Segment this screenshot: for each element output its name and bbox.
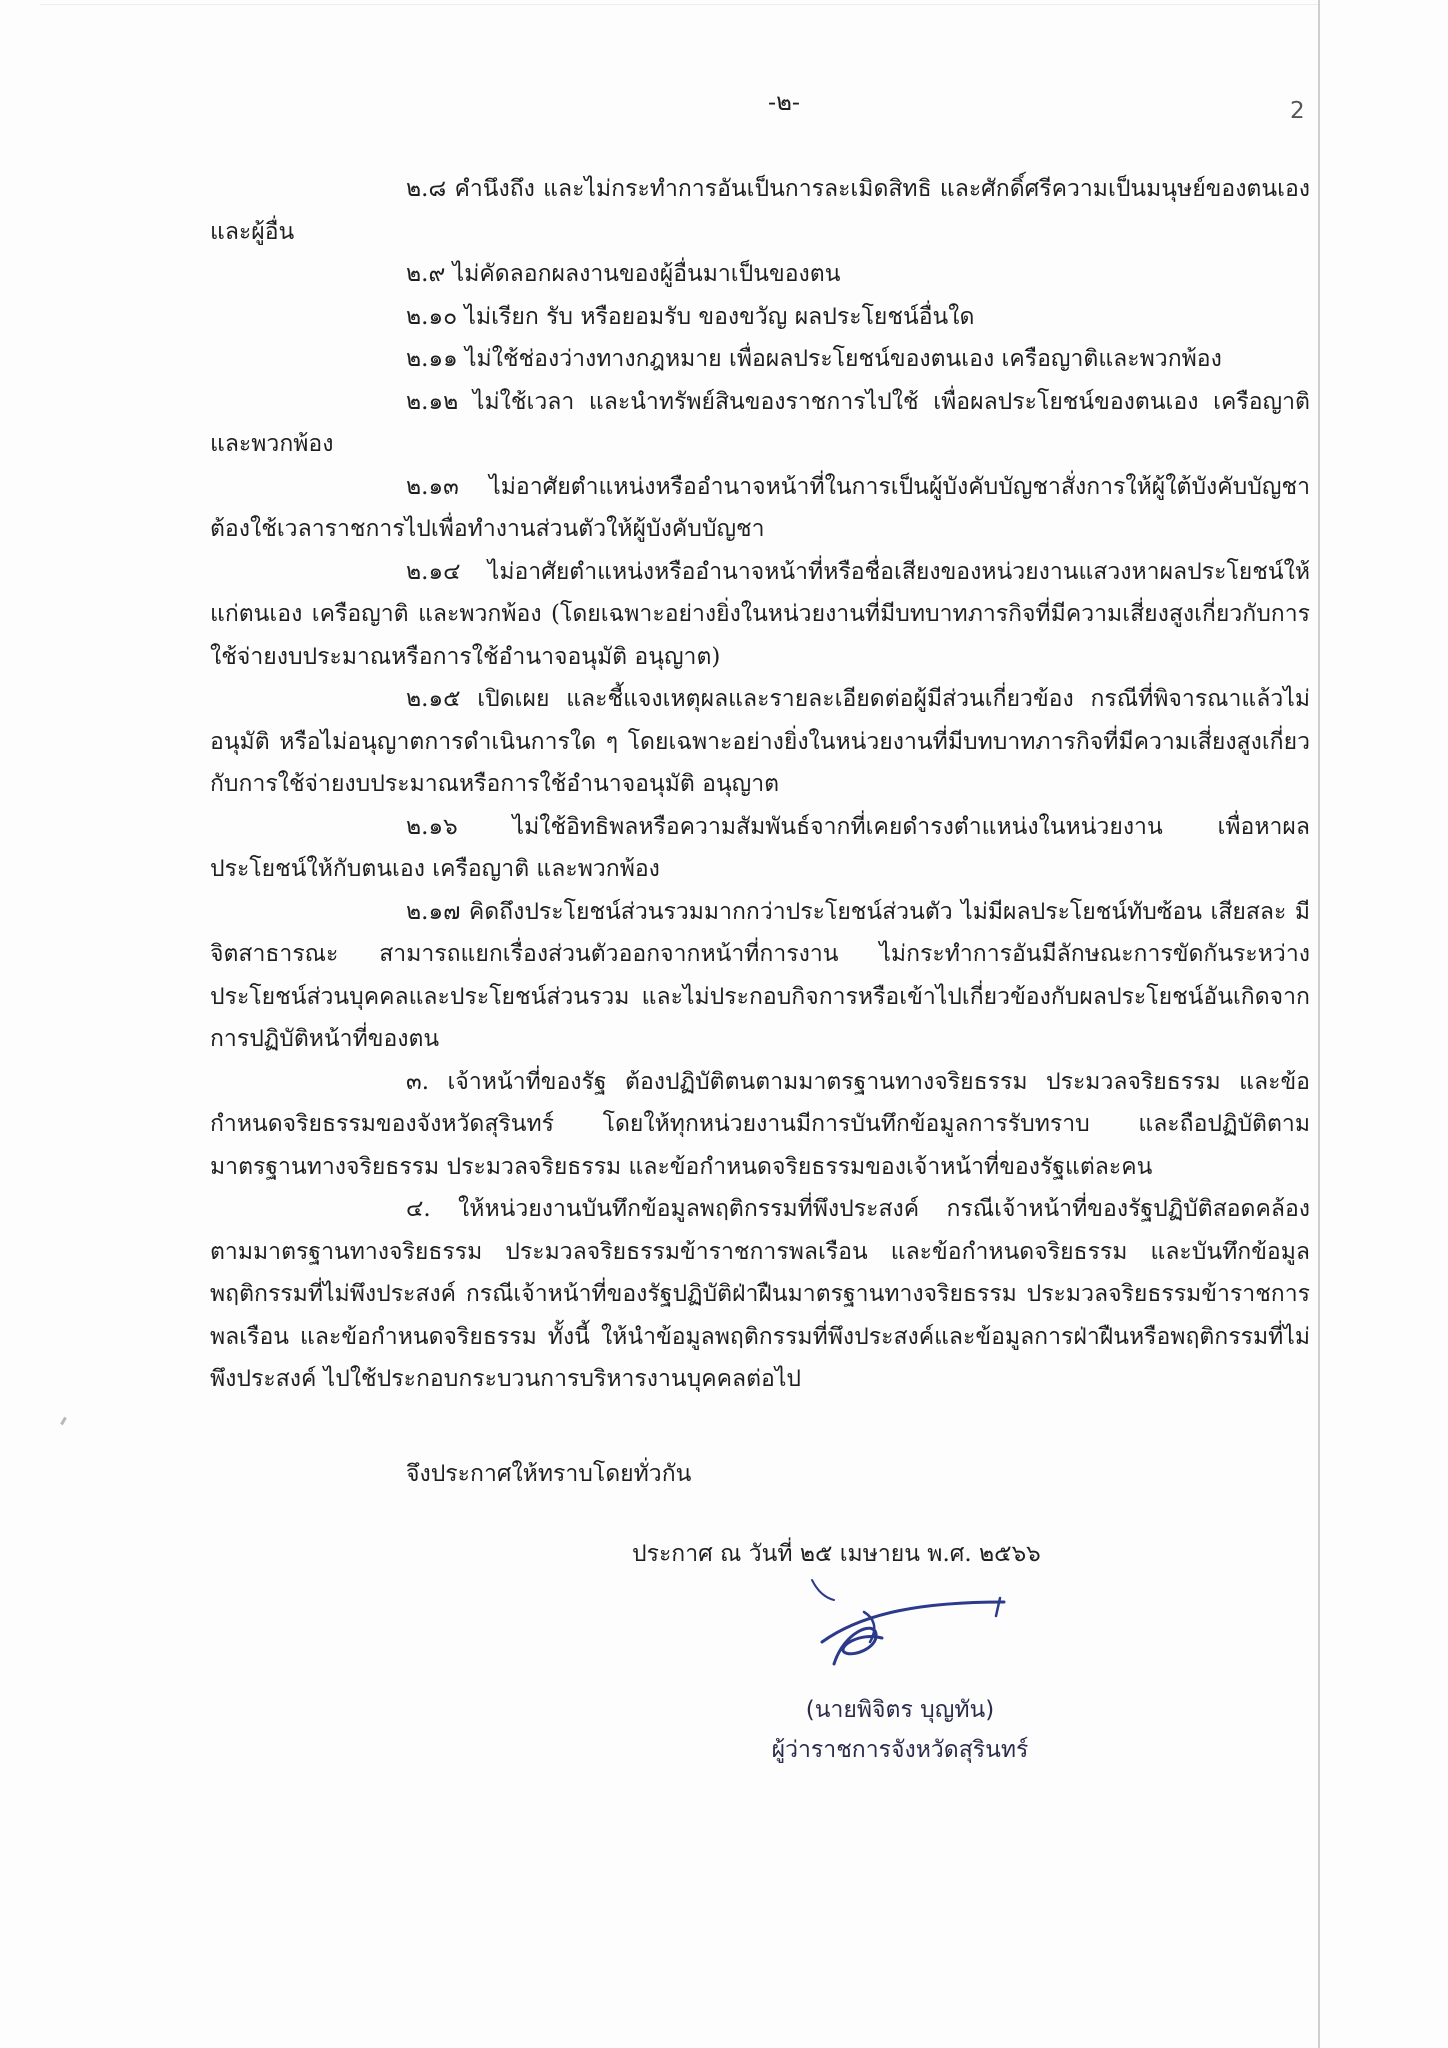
paragraph-2-8: ๒.๘ คำนึงถึง และไม่กระทำการอันเป็นการละเมิดสิทธิ และศักดิ์ศรีความเป็นมนุษย์ของตนเอง และผู้อื่น [210,176,1310,245]
paragraph-2-11: ๒.๑๑ ไม่ใช้ช่องว่างทางกฎหมาย เพื่อผลประโยชน์ของตนเอง เครือญาติและพวกพ้อง [406,346,1222,372]
paragraph-2-9: ๒.๙ ไม่คัดลอกผลงานของผู้อื่นมาเป็นของตน [406,261,841,287]
paragraph-3: ๓. เจ้าหน้าที่ของรัฐ ต้องปฏิบัติตนตามมาตรฐานทางจริยธรรม ประมวลจริยธรรม และข้อกำหนดจริยธรรมของจังหวัดสุรินทร์ โดยให้ทุกหน่วยงานมีการบันทึกข้อมูลการรับทราบ และถือปฏิบัติตามมาตรฐานทางจริยธรรม ประมวลจริยธรรม และข้อกำหนดจริยธรรมของเจ้าหน้าที่ของรัฐแต่ละคน [210,1068,1310,1180]
scan-speck [60,1417,67,1425]
paragraph-2-16: ๒.๑๖ ไม่ใช้อิทธิพลหรือความสัมพันธ์จากที่เคยดำรงตำแหน่งในหน่วยงาน เพื่อหาผลประโยชน์ให้กับตนเอง เครือญาติ และพวกพ้อง [210,813,1310,882]
closing-statement: จึงประกาศให้ทราบโดยทั่วกัน [406,1461,692,1487]
paragraph-2-17: ๒.๑๗ คิดถึงประโยชน์ส่วนรวมมากกว่าประโยชน์ส่วนตัว ไม่มีผลประโยชน์ทับซ้อน เสียสละ มีจิตสาธารณะ สามารถแยกเรื่องส่วนตัวออกจากหน้าที่การงาน ไม่กระทำการอันมีลักษณะการขัดกันระหว่างประโยชน์ส่วนบุคคลและประโยชน์ส่วนรวม และไม่ประกอบกิจการหรือเข้าไปเกี่ยวข้องกับผลประโยชน์อันเกิดจากการปฏิบัติหน้าที่ของตน [210,898,1310,1052]
page-number: 2 [1290,98,1305,124]
paragraph-2-10: ๒.๑๐ ไม่เรียก รับ หรือยอมรับ ของขวัญ ผลประโยชน์อื่นใด [406,303,975,330]
scan-edge-line [1318,0,1320,2048]
signatory-title: ผู้ว่าราชการจังหวัดสุรินทร์ [771,1737,1029,1763]
paragraph-2-15: ๒.๑๕ เปิดเผย และชี้แจงเหตุผลและรายละเอียดต่อผู้มีส่วนเกี่ยวข้อง กรณีที่พิจารณาแล้วไม่อนุมัติ หรือไม่อนุญาตการดำเนินการใด ๆ โดยเฉพาะอย่างยิ่งในหน่วยงานที่มีบทบาทภารกิจที่มีความเสี่ยงสูงเกี่ยวกับการใช้จ่ายงบประมาณหรือการใช้อำนาจอนุมัติ อนุญาต [210,686,1310,797]
signatory-block [700,1690,1100,1770]
scan-top-line [40,4,1320,5]
announcement-date: ประกาศ ณ วันที่ ๒๕ เมษายน พ.ศ. ๒๕๖๖ [632,1541,1041,1567]
paragraph-2-12: ๒.๑๒ ไม่ใช้เวลา และนำทรัพย์สินของราชการไปใช้ เพื่อผลประโยชน์ของตนเอง เครือญาติและพวกพ้อง [210,388,1310,457]
paragraph-2-14: ๒.๑๔ ไม่อาศัยตำแหน่งหรืออำนาจหน้าที่หรือชื่อเสียงของหน่วยงานแสวงหาผลประโยชน์ให้แก่ตนเอง เครือญาติ และพวกพ้อง (โดยเฉพาะอย่างยิ่งในหน่วยงานที่มีบทบาทภารกิจที่มีความเสี่ยงสูงเกี่ยวกับการใช้จ่ายงบประมาณหรือการใช้อำนาจอนุมัติ อนุญาต) [210,558,1310,670]
paragraph-4: ๔. ให้หน่วยงานบันทึกข้อมูลพฤติกรรมที่พึงประสงค์ กรณีเจ้าหน้าที่ของรัฐปฏิบัติสอดคล้องตามมาตรฐานทางจริยธรรม ประมวลจริยธรรมข้าราชการพลเรือน และข้อกำหนดจริยธรรม และบันทึกข้อมูลพฤติกรรมที่ไม่พึงประสงค์ กรณีเจ้าหน้าที่ของรัฐปฏิบัติฝ่าฝืนมาตรฐานทางจริยธรรม ประมวลจริยธรรมข้าราชการพลเรือน และข้อกำหนดจริยธรรม ทั้งนี้ ให้นำข้อมูลพฤติกรรมที่พึงประสงค์และข้อมูลการฝ่าฝืนหรือพฤติกรรมที่ไม่พึงประสงค์ ไปใช้ประกอบกระบวนการบริหารงานบุคคลต่อไป [210,1196,1310,1392]
signatory-name: (นายพิจิตร บุญทัน) [805,1697,995,1723]
document-body [210,168,1310,1401]
page-mark: -๒- [767,88,801,116]
paragraph-2-13: ๒.๑๓ ไม่อาศัยตำแหน่งหรืออำนาจหน้าที่ในการเป็นผู้บังคับบัญชาสั่งการให้ผู้ใต้บังคับบัญชาต้องใช้เวลาราชการไปเพื่อทำงานส่วนตัวให้ผู้บังคับบัญชา [210,473,1310,542]
handwritten-signature [804,1572,1024,1682]
